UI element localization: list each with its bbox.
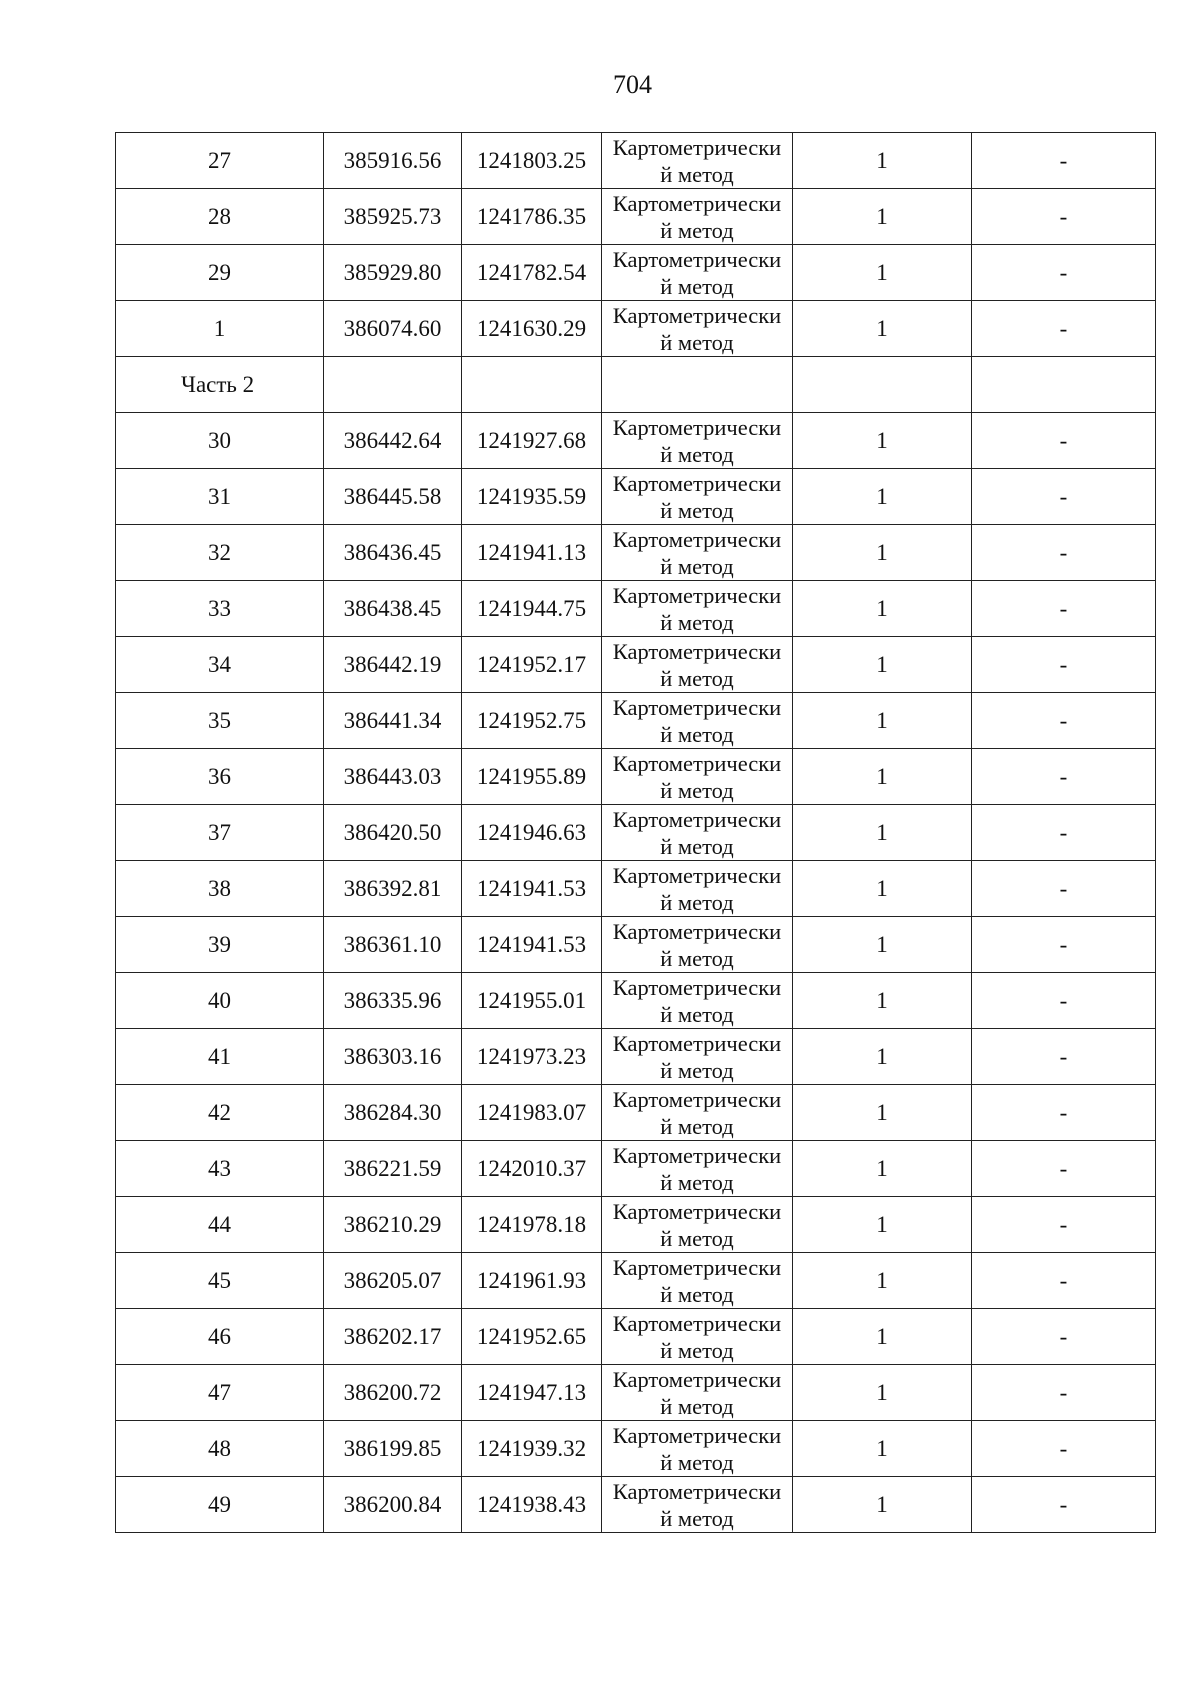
method-cell <box>602 525 793 581</box>
method-cell <box>602 1421 793 1477</box>
method-line-1: Картометрически <box>612 1478 782 1504</box>
note-cell: - <box>972 1141 1156 1197</box>
point-number-cell: 40 <box>116 973 324 1029</box>
note-cell: - <box>972 749 1156 805</box>
x-coordinate-cell: 386441.34 <box>324 693 462 749</box>
y-coordinate-cell: 1241946.63 <box>462 805 602 861</box>
x-coordinate-cell: 386200.72 <box>324 1365 462 1421</box>
accuracy-cell: 1 <box>793 1253 972 1309</box>
y-coordinate-cell: 1241944.75 <box>462 581 602 637</box>
accuracy-cell: 1 <box>793 1477 972 1533</box>
point-number-cell: 38 <box>116 861 324 917</box>
method-line-1: Картометрически <box>612 638 782 664</box>
accuracy-cell: 1 <box>793 637 972 693</box>
accuracy-cell: 1 <box>793 917 972 973</box>
method-line-2: й метод <box>660 1225 734 1251</box>
method-line-1: Картометрически <box>612 1142 782 1168</box>
empty-cell <box>462 357 602 413</box>
y-coordinate-cell: 1241947.13 <box>462 1365 602 1421</box>
note-cell: - <box>972 1477 1156 1533</box>
method-line-2: й метод <box>660 665 734 691</box>
section-label: Часть 2 <box>116 357 324 413</box>
point-number-cell: 28 <box>116 189 324 245</box>
method-cell <box>602 1197 793 1253</box>
point-number-cell: 42 <box>116 1085 324 1141</box>
method-cell <box>602 1141 793 1197</box>
accuracy-cell: 1 <box>793 245 972 301</box>
table-row <box>116 413 1156 469</box>
note-cell: - <box>972 413 1156 469</box>
x-coordinate-cell: 386335.96 <box>324 973 462 1029</box>
note-cell: - <box>972 637 1156 693</box>
method-line-1: Картометрически <box>612 1366 782 1392</box>
table-row <box>116 245 1156 301</box>
method-line-1: Картометрически <box>612 1030 782 1056</box>
y-coordinate-cell: 1241978.18 <box>462 1197 602 1253</box>
method-line-2: й метод <box>660 1169 734 1195</box>
method-cell <box>602 301 793 357</box>
table-row <box>116 525 1156 581</box>
method-line-1: Картометрически <box>612 414 782 440</box>
table-row <box>116 1477 1156 1533</box>
point-number-cell: 34 <box>116 637 324 693</box>
method-line-1: Картометрически <box>612 1086 782 1112</box>
method-cell <box>602 581 793 637</box>
accuracy-cell: 1 <box>793 581 972 637</box>
point-number-cell: 46 <box>116 1309 324 1365</box>
method-line-2: й метод <box>660 217 734 243</box>
empty-cell <box>324 357 462 413</box>
accuracy-cell: 1 <box>793 693 972 749</box>
page-number: 704 <box>613 70 652 99</box>
y-coordinate-cell: 1241941.53 <box>462 917 602 973</box>
point-number-cell: 33 <box>116 581 324 637</box>
method-cell <box>602 861 793 917</box>
accuracy-cell: 1 <box>793 973 972 1029</box>
empty-cell <box>972 357 1156 413</box>
method-line-1: Картометрически <box>612 470 782 496</box>
point-number-cell: 39 <box>116 917 324 973</box>
y-coordinate-cell: 1241938.43 <box>462 1477 602 1533</box>
note-cell: - <box>972 1309 1156 1365</box>
method-line-1: Картометрически <box>612 246 782 272</box>
x-coordinate-cell: 385929.80 <box>324 245 462 301</box>
empty-cell <box>602 357 793 413</box>
method-cell <box>602 1085 793 1141</box>
method-cell <box>602 245 793 301</box>
y-coordinate-cell: 1241955.89 <box>462 749 602 805</box>
accuracy-cell: 1 <box>793 1029 972 1085</box>
method-cell <box>602 133 793 189</box>
y-coordinate-cell: 1241952.75 <box>462 693 602 749</box>
y-coordinate-cell: 1241941.53 <box>462 861 602 917</box>
method-line-2: й метод <box>660 1393 734 1419</box>
table-row <box>116 1029 1156 1085</box>
method-cell <box>602 973 793 1029</box>
note-cell: - <box>972 469 1156 525</box>
note-cell: - <box>972 525 1156 581</box>
coordinates-table-body <box>116 133 1156 1533</box>
table-row <box>116 1141 1156 1197</box>
method-line-1: Картометрически <box>612 302 782 328</box>
point-number-cell: 41 <box>116 1029 324 1085</box>
method-cell <box>602 693 793 749</box>
x-coordinate-cell: 386361.10 <box>324 917 462 973</box>
method-line-1: Картометрически <box>612 190 782 216</box>
point-number-cell: 48 <box>116 1421 324 1477</box>
y-coordinate-cell: 1241955.01 <box>462 973 602 1029</box>
point-number-cell: 36 <box>116 749 324 805</box>
x-coordinate-cell: 386303.16 <box>324 1029 462 1085</box>
x-coordinate-cell: 386436.45 <box>324 525 462 581</box>
method-cell <box>602 1365 793 1421</box>
method-line-2: й метод <box>660 329 734 355</box>
note-cell: - <box>972 693 1156 749</box>
method-cell <box>602 1477 793 1533</box>
accuracy-cell: 1 <box>793 1421 972 1477</box>
x-coordinate-cell: 385925.73 <box>324 189 462 245</box>
table-row <box>116 973 1156 1029</box>
table-row <box>116 805 1156 861</box>
accuracy-cell: 1 <box>793 1085 972 1141</box>
x-coordinate-cell: 386221.59 <box>324 1141 462 1197</box>
point-number-cell: 1 <box>116 301 324 357</box>
point-number-cell: 37 <box>116 805 324 861</box>
note-cell: - <box>972 917 1156 973</box>
method-line-2: й метод <box>660 609 734 635</box>
accuracy-cell: 1 <box>793 189 972 245</box>
method-cell <box>602 637 793 693</box>
x-coordinate-cell: 386284.30 <box>324 1085 462 1141</box>
table-row <box>116 581 1156 637</box>
y-coordinate-cell: 1241941.13 <box>462 525 602 581</box>
table-row <box>116 749 1156 805</box>
note-cell: - <box>972 1421 1156 1477</box>
y-coordinate-cell: 1241935.59 <box>462 469 602 525</box>
table-row <box>116 1197 1156 1253</box>
method-line-1: Картометрически <box>612 526 782 552</box>
accuracy-cell: 1 <box>793 525 972 581</box>
note-cell: - <box>972 1365 1156 1421</box>
method-cell <box>602 1253 793 1309</box>
table-row <box>116 1253 1156 1309</box>
method-cell <box>602 749 793 805</box>
method-line-2: й метод <box>660 1001 734 1027</box>
method-line-2: й метод <box>660 441 734 467</box>
accuracy-cell: 1 <box>793 1365 972 1421</box>
y-coordinate-cell: 1241983.07 <box>462 1085 602 1141</box>
method-line-2: й метод <box>660 1337 734 1363</box>
x-coordinate-cell: 386200.84 <box>324 1477 462 1533</box>
x-coordinate-cell: 385916.56 <box>324 133 462 189</box>
table-row <box>116 693 1156 749</box>
table-row <box>116 1421 1156 1477</box>
x-coordinate-cell: 386420.50 <box>324 805 462 861</box>
method-line-1: Картометрически <box>612 134 782 160</box>
x-coordinate-cell: 386210.29 <box>324 1197 462 1253</box>
note-cell: - <box>972 189 1156 245</box>
x-coordinate-cell: 386443.03 <box>324 749 462 805</box>
point-number-cell: 29 <box>116 245 324 301</box>
method-line-1: Картометрически <box>612 806 782 832</box>
y-coordinate-cell: 1241782.54 <box>462 245 602 301</box>
x-coordinate-cell: 386392.81 <box>324 861 462 917</box>
y-coordinate-cell: 1241803.25 <box>462 133 602 189</box>
note-cell: - <box>972 581 1156 637</box>
accuracy-cell: 1 <box>793 749 972 805</box>
method-line-2: й метод <box>660 833 734 859</box>
method-line-2: й метод <box>660 945 734 971</box>
note-cell: - <box>972 1029 1156 1085</box>
method-cell <box>602 1309 793 1365</box>
point-number-cell: 44 <box>116 1197 324 1253</box>
method-line-2: й метод <box>660 889 734 915</box>
x-coordinate-cell: 386442.64 <box>324 413 462 469</box>
point-number-cell: 45 <box>116 1253 324 1309</box>
method-line-2: й метод <box>660 1449 734 1475</box>
y-coordinate-cell: 1241952.65 <box>462 1309 602 1365</box>
method-line-1: Картометрически <box>612 1310 782 1336</box>
method-line-2: й метод <box>660 161 734 187</box>
method-line-1: Картометрически <box>612 694 782 720</box>
coordinates-table <box>115 132 1156 1533</box>
note-cell: - <box>972 301 1156 357</box>
method-cell <box>602 805 793 861</box>
table-row <box>116 861 1156 917</box>
method-line-2: й метод <box>660 1281 734 1307</box>
table-row <box>116 1365 1156 1421</box>
y-coordinate-cell: 1241630.29 <box>462 301 602 357</box>
table-row <box>116 1309 1156 1365</box>
method-line-1: Картометрически <box>612 1198 782 1224</box>
method-line-1: Картометрически <box>612 750 782 776</box>
method-cell <box>602 469 793 525</box>
method-line-2: й метод <box>660 721 734 747</box>
table-row <box>116 1085 1156 1141</box>
table-row <box>116 637 1156 693</box>
table-row <box>116 133 1156 189</box>
x-coordinate-cell: 386202.17 <box>324 1309 462 1365</box>
x-coordinate-cell: 386445.58 <box>324 469 462 525</box>
section-header-row <box>116 357 1156 413</box>
x-coordinate-cell: 386205.07 <box>324 1253 462 1309</box>
x-coordinate-cell: 386442.19 <box>324 637 462 693</box>
method-line-1: Картометрически <box>612 1254 782 1280</box>
method-cell <box>602 189 793 245</box>
table-row <box>116 917 1156 973</box>
accuracy-cell: 1 <box>793 861 972 917</box>
y-coordinate-cell: 1241973.23 <box>462 1029 602 1085</box>
note-cell: - <box>972 133 1156 189</box>
y-coordinate-cell: 1241952.17 <box>462 637 602 693</box>
point-number-cell: 32 <box>116 525 324 581</box>
point-number-cell: 30 <box>116 413 324 469</box>
method-line-2: й метод <box>660 553 734 579</box>
method-line-1: Картометрически <box>612 862 782 888</box>
note-cell: - <box>972 1253 1156 1309</box>
accuracy-cell: 1 <box>793 1309 972 1365</box>
accuracy-cell: 1 <box>793 805 972 861</box>
method-line-2: й метод <box>660 497 734 523</box>
method-line-1: Картометрически <box>612 974 782 1000</box>
y-coordinate-cell: 1241961.93 <box>462 1253 602 1309</box>
point-number-cell: 47 <box>116 1365 324 1421</box>
method-line-2: й метод <box>660 1113 734 1139</box>
method-cell <box>602 1029 793 1085</box>
method-cell <box>602 917 793 973</box>
accuracy-cell: 1 <box>793 133 972 189</box>
y-coordinate-cell: 1241786.35 <box>462 189 602 245</box>
method-line-1: Картометрически <box>612 582 782 608</box>
accuracy-cell: 1 <box>793 1141 972 1197</box>
table-row <box>116 301 1156 357</box>
accuracy-cell: 1 <box>793 301 972 357</box>
method-line-2: й метод <box>660 777 734 803</box>
note-cell: - <box>972 1197 1156 1253</box>
note-cell: - <box>972 861 1156 917</box>
method-cell <box>602 413 793 469</box>
x-coordinate-cell: 386199.85 <box>324 1421 462 1477</box>
point-number-cell: 49 <box>116 1477 324 1533</box>
note-cell: - <box>972 245 1156 301</box>
table-row <box>116 189 1156 245</box>
x-coordinate-cell: 386074.60 <box>324 301 462 357</box>
point-number-cell: 35 <box>116 693 324 749</box>
note-cell: - <box>972 973 1156 1029</box>
empty-cell <box>793 357 972 413</box>
method-line-1: Картометрически <box>612 918 782 944</box>
x-coordinate-cell: 386438.45 <box>324 581 462 637</box>
table-row <box>116 469 1156 525</box>
note-cell: - <box>972 1085 1156 1141</box>
method-line-1: Картометрически <box>612 1422 782 1448</box>
y-coordinate-cell: 1241939.32 <box>462 1421 602 1477</box>
point-number-cell: 43 <box>116 1141 324 1197</box>
method-line-2: й метод <box>660 273 734 299</box>
y-coordinate-cell: 1241927.68 <box>462 413 602 469</box>
method-line-2: й метод <box>660 1505 734 1531</box>
accuracy-cell: 1 <box>793 413 972 469</box>
accuracy-cell: 1 <box>793 469 972 525</box>
point-number-cell: 27 <box>116 133 324 189</box>
y-coordinate-cell: 1242010.37 <box>462 1141 602 1197</box>
method-line-2: й метод <box>660 1057 734 1083</box>
point-number-cell: 31 <box>116 469 324 525</box>
accuracy-cell: 1 <box>793 1197 972 1253</box>
note-cell: - <box>972 805 1156 861</box>
